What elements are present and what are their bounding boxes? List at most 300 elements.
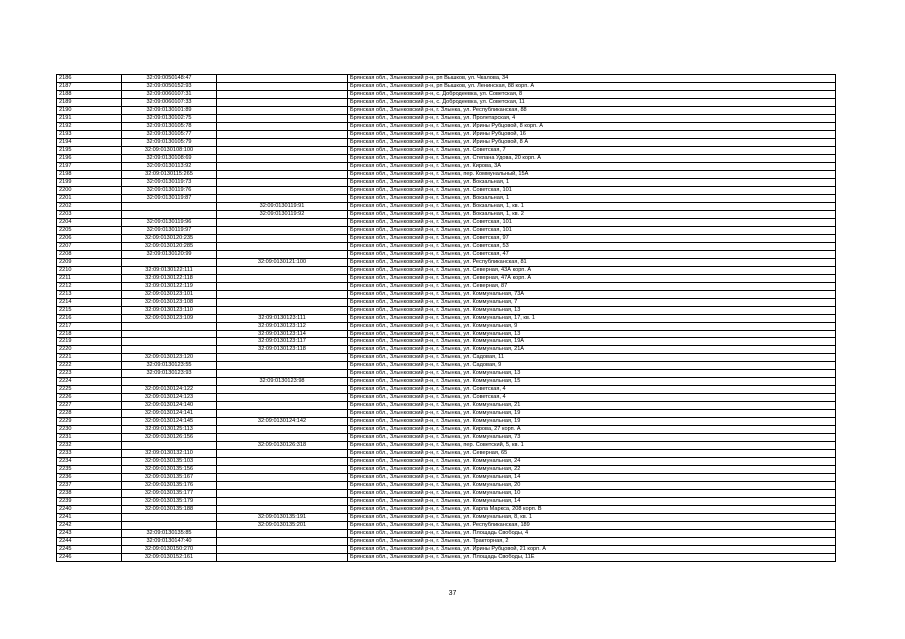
address-cell: Брянская обл., Злынковский р-н, г. Злынка, ул. Коммунальная, 13 <box>348 306 836 314</box>
address-cell: Брянская обл., Злынковский р-н, г. Злынка, ул. Площадь Свободы, 11Е <box>348 554 836 562</box>
cadastral-number-cell: 32:09:0130124:141 <box>122 410 217 418</box>
table-row <box>57 114 836 122</box>
cadastral-number-cell: 32:09:0130105:77 <box>122 130 217 138</box>
table-row <box>57 162 836 170</box>
cadastral-number-cell: 32:09:0130119:87 <box>122 194 217 202</box>
cadastral-number-cell <box>122 210 217 218</box>
address-cell: Брянская обл., Злынковский р-н, г. Злынка, ул. Тракторная, 2 <box>348 538 836 546</box>
table-row <box>57 250 836 258</box>
cadastral-number-cell: 32:09:0130122:111 <box>122 266 217 274</box>
row-number-cell: 2216 <box>57 314 122 322</box>
table-row <box>57 450 836 458</box>
table-row <box>57 282 836 290</box>
cadastral-number-cell: 32:09:0130122:118 <box>122 274 217 282</box>
cadastral-number-cell: 32:09:0130147:40 <box>122 538 217 546</box>
table-row <box>57 330 836 338</box>
secondary-cadastral-number-cell <box>217 298 348 306</box>
table-row <box>57 442 836 450</box>
table-row <box>57 82 836 90</box>
address-cell: Брянская обл., Злынковский р-н, г. Злынка, ул. Советская, 47 <box>348 250 836 258</box>
address-cell: Брянская обл., Злынковский р-н, г. Злынка, ул. Северная, 65 <box>348 450 836 458</box>
address-cell: Брянская обл., Злынковский р-н, г. Злынка, ул. Советская, 4 <box>348 394 836 402</box>
table-row <box>57 554 836 562</box>
row-number-cell: 2224 <box>57 378 122 386</box>
secondary-cadastral-number-cell <box>217 482 348 490</box>
secondary-cadastral-number-cell: 32:09:0130123:112 <box>217 322 348 330</box>
cadastral-number-cell <box>122 258 217 266</box>
secondary-cadastral-number-cell <box>217 226 348 234</box>
table-row <box>57 522 836 530</box>
address-cell: Брянская обл., Злынковский р-н, г. Злынка, ул. Коммунальная, 14 <box>348 474 836 482</box>
table-row <box>57 266 836 274</box>
cadastral-number-cell: 32:09:0130108:69 <box>122 154 217 162</box>
cadastral-number-cell: 32:09:0130108:100 <box>122 146 217 154</box>
cadastral-number-cell <box>122 522 217 530</box>
address-cell: Брянская обл., Злынковский р-н, г. Злынка, ул. Советская, 101 <box>348 218 836 226</box>
address-cell: Брянская обл., Злынковский р-н, г. Злынка, ул. Вокзальная, 1, кв. 1 <box>348 202 836 210</box>
row-number-cell: 2204 <box>57 218 122 226</box>
table-row <box>57 98 836 106</box>
cadastral-number-cell: 32:09:0130135:179 <box>122 498 217 506</box>
cadastral-number-cell: 32:09:0130120:235 <box>122 234 217 242</box>
secondary-cadastral-number-cell <box>217 490 348 498</box>
address-cell: Брянская обл., Злынковский р-н, г. Злынка, ул. Ирины Рубцовой, 21 корп. А <box>348 546 836 554</box>
cadastral-number-cell: 32:09:0130101:89 <box>122 106 217 114</box>
secondary-cadastral-number-cell <box>217 90 348 98</box>
row-number-cell: 2242 <box>57 522 122 530</box>
secondary-cadastral-number-cell <box>217 170 348 178</box>
secondary-cadastral-number-cell: 32:09:0130124:142 <box>217 418 348 426</box>
cadastral-number-cell: 32:09:0130105:78 <box>122 122 217 130</box>
secondary-cadastral-number-cell <box>217 306 348 314</box>
table-row <box>57 402 836 410</box>
address-cell: Брянская обл., Злынковский р-н, г. Злынка, ул. Северная, 47А корп. А <box>348 274 836 282</box>
secondary-cadastral-number-cell: 32:09:0130135:191 <box>217 514 348 522</box>
row-number-cell: 2218 <box>57 330 122 338</box>
address-cell: Брянская обл., Злынковский р-н, г. Злынка, ул. Советская, 101 <box>348 186 836 194</box>
cadastral-number-cell: 32:09:0130124:122 <box>122 386 217 394</box>
cadastral-number-cell: 32:09:0050148:47 <box>122 75 217 83</box>
row-number-cell: 2187 <box>57 82 122 90</box>
row-number-cell: 2227 <box>57 402 122 410</box>
table-row <box>57 506 836 514</box>
registry-table <box>56 74 836 562</box>
table-row <box>57 210 836 218</box>
row-number-cell: 2223 <box>57 370 122 378</box>
secondary-cadastral-number-cell <box>217 546 348 554</box>
table-row <box>57 474 836 482</box>
row-number-cell: 2195 <box>57 146 122 154</box>
secondary-cadastral-number-cell <box>217 194 348 202</box>
secondary-cadastral-number-cell <box>217 154 348 162</box>
address-cell: Брянская обл., Злынковский р-н, г. Злынка, ул. Коммунальная, 13 <box>348 330 836 338</box>
cadastral-number-cell: 32:09:0130135:85 <box>122 530 217 538</box>
secondary-cadastral-number-cell <box>217 466 348 474</box>
cadastral-number-cell: 32:09:0130122:119 <box>122 282 217 290</box>
table-row <box>57 202 836 210</box>
cadastral-number-cell <box>122 338 217 346</box>
row-number-cell: 2196 <box>57 154 122 162</box>
table-row <box>57 290 836 298</box>
row-number-cell: 2214 <box>57 298 122 306</box>
cadastral-number-cell <box>122 330 217 338</box>
cadastral-number-cell: 32:09:0130124:145 <box>122 418 217 426</box>
address-cell: Брянская обл., Злынковский р-н, г. Злынка, ул. Ирины Рубцовой, 16 <box>348 130 836 138</box>
secondary-cadastral-number-cell <box>217 402 348 410</box>
secondary-cadastral-number-cell <box>217 282 348 290</box>
secondary-cadastral-number-cell <box>217 146 348 154</box>
row-number-cell: 2220 <box>57 346 122 354</box>
table-row <box>57 75 836 83</box>
address-cell: Брянская обл., Злынковский р-н, г. Злынка, ул. Коммунальная, 21 <box>348 402 836 410</box>
table-row <box>57 346 836 354</box>
address-cell: Брянская обл., Злынковский р-н, г. Злынка, ул. Коммунальная, 24 <box>348 458 836 466</box>
table-row <box>57 378 836 386</box>
cadastral-number-cell: 32:09:0130123:55 <box>122 362 217 370</box>
address-cell: Брянская обл., Злынковский р-н, г. Злынка, ул. Советская, 101 <box>348 226 836 234</box>
secondary-cadastral-number-cell: 32:09:0130123:117 <box>217 338 348 346</box>
page-number: 37 <box>448 590 457 597</box>
table-row <box>57 362 836 370</box>
row-number-cell: 2202 <box>57 202 122 210</box>
table-row <box>57 466 836 474</box>
address-cell: Брянская обл., Злынковский р-н, г. Злынка, ул. Садовая, 11 <box>348 354 836 362</box>
address-cell: Брянская обл., Злынковский р-н, г. Злынка, ул. Коммунальная, 73А <box>348 290 836 298</box>
table-row <box>57 146 836 154</box>
row-number-cell: 2186 <box>57 75 122 83</box>
address-cell: Брянская обл., Злынковский р-н, г. Злынка, ул. Коммунальная, 7 <box>348 298 836 306</box>
address-cell: Брянская обл., Злынковский р-н, г. Злынка, ул. Коммунальная, 15 <box>348 378 836 386</box>
address-cell: Брянская обл., Злынковский р-н, г. Злынка, ул. Коммунальная, 19 <box>348 418 836 426</box>
cadastral-number-cell: 32:09:0130152:161 <box>122 554 217 562</box>
table-row <box>57 426 836 434</box>
table-row <box>57 530 836 538</box>
secondary-cadastral-number-cell <box>217 498 348 506</box>
address-cell: Брянская обл., Злынковский р-н, г. Злынка, ул. Коммунальная, 17, кв. 1 <box>348 314 836 322</box>
table-row <box>57 458 836 466</box>
secondary-cadastral-number-cell <box>217 554 348 562</box>
cadastral-number-cell: 32:09:0130126:156 <box>122 434 217 442</box>
secondary-cadastral-number-cell: 32:09:0130135:201 <box>217 522 348 530</box>
row-number-cell: 2243 <box>57 530 122 538</box>
table-row <box>57 410 836 418</box>
cadastral-number-cell <box>122 202 217 210</box>
row-number-cell: 2217 <box>57 322 122 330</box>
row-number-cell: 2194 <box>57 138 122 146</box>
row-number-cell: 2188 <box>57 90 122 98</box>
row-number-cell: 2225 <box>57 386 122 394</box>
address-cell: Брянская обл., Злынковский р-н, г. Злынка, ул. Советская, 7 <box>348 146 836 154</box>
table-row <box>57 386 836 394</box>
row-number-cell: 2206 <box>57 234 122 242</box>
row-number-cell: 2238 <box>57 490 122 498</box>
secondary-cadastral-number-cell <box>217 386 348 394</box>
row-number-cell: 2215 <box>57 306 122 314</box>
table-row <box>57 514 836 522</box>
secondary-cadastral-number-cell: 32:09:0130123:98 <box>217 378 348 386</box>
address-cell: Брянская обл., Злынковский р-н, с. Добродеевка, ул. Советская, 8 <box>348 90 836 98</box>
address-cell: Брянская обл., Злынковский р-н, рп Вышков, ул. Чкалова, 34 <box>348 75 836 83</box>
table-row <box>57 226 836 234</box>
row-number-cell: 2231 <box>57 434 122 442</box>
address-cell: Брянская обл., Злынковский р-н, г. Злынка, ул. Коммунальная, 21А <box>348 346 836 354</box>
address-cell: Брянская обл., Злынковский р-н, г. Злынка, ул. Советская, 4 <box>348 386 836 394</box>
row-number-cell: 2198 <box>57 170 122 178</box>
cadastral-number-cell: 32:09:0130135:156 <box>122 466 217 474</box>
row-number-cell: 2236 <box>57 474 122 482</box>
secondary-cadastral-number-cell <box>217 266 348 274</box>
address-cell: Брянская обл., Злынковский р-н, г. Злынка, ул. Ирины Рубцовой, 8 А <box>348 138 836 146</box>
secondary-cadastral-number-cell: 32:09:0130126:318 <box>217 442 348 450</box>
address-cell: Брянская обл., Злынковский р-н, рп Вышков, ул. Ленинская, 88 корп. А <box>348 82 836 90</box>
address-cell: Брянская обл., Злынковский р-н, г. Злынка, ул. Коммунальная, 9 <box>348 322 836 330</box>
row-number-cell: 2219 <box>57 338 122 346</box>
table-row <box>57 186 836 194</box>
cadastral-number-cell: 32:09:0130135:176 <box>122 482 217 490</box>
table-row <box>57 234 836 242</box>
secondary-cadastral-number-cell <box>217 250 348 258</box>
address-cell: Брянская обл., Злынковский р-н, г. Злынка, ул. Вокзальная, 1 <box>348 178 836 186</box>
secondary-cadastral-number-cell <box>217 426 348 434</box>
row-number-cell: 2240 <box>57 506 122 514</box>
table-row <box>57 298 836 306</box>
row-number-cell: 2189 <box>57 98 122 106</box>
secondary-cadastral-number-cell <box>217 538 348 546</box>
address-cell: Брянская обл., Злынковский р-н, г. Злынка, ул. Садовая, 9 <box>348 362 836 370</box>
cadastral-number-cell <box>122 442 217 450</box>
table-row <box>57 90 836 98</box>
row-number-cell: 2200 <box>57 186 122 194</box>
secondary-cadastral-number-cell: 32:09:0130119:91 <box>217 202 348 210</box>
cadastral-number-cell <box>122 378 217 386</box>
row-number-cell: 2193 <box>57 130 122 138</box>
table-row <box>57 354 836 362</box>
table-row <box>57 546 836 554</box>
address-cell: Брянская обл., Злынковский р-н, г. Злынка, ул. Советская, 53 <box>348 242 836 250</box>
row-number-cell: 2232 <box>57 442 122 450</box>
table-row <box>57 242 836 250</box>
cadastral-number-cell <box>122 346 217 354</box>
table-row <box>57 490 836 498</box>
secondary-cadastral-number-cell <box>217 106 348 114</box>
table-row <box>57 122 836 130</box>
table-row <box>57 394 836 402</box>
row-number-cell: 2201 <box>57 194 122 202</box>
secondary-cadastral-number-cell <box>217 162 348 170</box>
secondary-cadastral-number-cell <box>217 274 348 282</box>
registry-table-body <box>57 75 836 562</box>
table-row <box>57 274 836 282</box>
cadastral-number-cell: 32:09:0130123:110 <box>122 306 217 314</box>
cadastral-number-cell: 32:09:0060107:31 <box>122 90 217 98</box>
row-number-cell: 2203 <box>57 210 122 218</box>
secondary-cadastral-number-cell <box>217 130 348 138</box>
address-cell: Брянская обл., Злынковский р-н, г. Злынка, ул. Площадь Свободы, 4 <box>348 530 836 538</box>
secondary-cadastral-number-cell <box>217 242 348 250</box>
address-cell: Брянская обл., Злынковский р-н, г. Злынка, ул. Степана Удова, 20 корп. А <box>348 154 836 162</box>
cadastral-number-cell: 32:09:0130120:285 <box>122 242 217 250</box>
cadastral-number-cell: 32:09:0060107:33 <box>122 98 217 106</box>
row-number-cell: 2226 <box>57 394 122 402</box>
table-row <box>57 170 836 178</box>
table-row <box>57 418 836 426</box>
cadastral-number-cell: 32:09:0130124:123 <box>122 394 217 402</box>
address-cell: Брянская обл., Злынковский р-н, г. Злынка, ул. Кирова, 27 корп. А <box>348 426 836 434</box>
address-cell: Брянская обл., Злынковский р-н, г. Злынка, ул. Республиканская, 88 <box>348 106 836 114</box>
address-cell: Брянская обл., Злынковский р-н, г. Злынка, ул. Карла Маркса, 208 корп. В <box>348 506 836 514</box>
cadastral-number-cell <box>122 514 217 522</box>
cadastral-number-cell: 32:09:0130124:140 <box>122 402 217 410</box>
table-row <box>57 106 836 114</box>
cadastral-number-cell: 32:09:0130119:73 <box>122 178 217 186</box>
row-number-cell: 2229 <box>57 418 122 426</box>
row-number-cell: 2239 <box>57 498 122 506</box>
row-number-cell: 2230 <box>57 426 122 434</box>
row-number-cell: 2212 <box>57 282 122 290</box>
address-cell: Брянская обл., Злынковский р-н, г. Злынка, ул. Коммунальная, 10 <box>348 490 836 498</box>
row-number-cell: 2210 <box>57 266 122 274</box>
address-cell: Брянская обл., Злынковский р-н, г. Злынка, ул. Коммунальная, 8, кв. 1 <box>348 514 836 522</box>
cadastral-number-cell: 32:09:0130102:75 <box>122 114 217 122</box>
cadastral-number-cell: 32:09:0130132:110 <box>122 450 217 458</box>
cadastral-number-cell: 32:09:0130105:79 <box>122 138 217 146</box>
cadastral-number-cell: 32:09:0130123:101 <box>122 290 217 298</box>
cadastral-number-cell: 32:09:0130113:92 <box>122 162 217 170</box>
row-number-cell: 2197 <box>57 162 122 170</box>
cadastral-number-cell: 32:09:0130123:109 <box>122 314 217 322</box>
row-number-cell: 2233 <box>57 450 122 458</box>
secondary-cadastral-number-cell <box>217 370 348 378</box>
cadastral-number-cell: 32:09:0130123:93 <box>122 370 217 378</box>
address-cell: Брянская обл., Злынковский р-н, г. Злынка, ул. Коммунальная, 20 <box>348 482 836 490</box>
secondary-cadastral-number-cell <box>217 410 348 418</box>
address-cell: Брянская обл., Злынковский р-н, г. Злынка, ул. Вокзальная, 1 <box>348 194 836 202</box>
table-row <box>57 434 836 442</box>
secondary-cadastral-number-cell <box>217 354 348 362</box>
address-cell: Брянская обл., Злынковский р-н, г. Злынка, ул. Пролетарская, 4 <box>348 114 836 122</box>
cadastral-number-cell: 32:09:0130135:103 <box>122 458 217 466</box>
table-row <box>57 314 836 322</box>
row-number-cell: 2245 <box>57 546 122 554</box>
cadastral-number-cell: 32:09:0130120:99 <box>122 250 217 258</box>
row-number-cell: 2211 <box>57 274 122 282</box>
table-row <box>57 482 836 490</box>
secondary-cadastral-number-cell <box>217 434 348 442</box>
row-number-cell: 2190 <box>57 106 122 114</box>
secondary-cadastral-number-cell <box>217 234 348 242</box>
cadastral-number-cell: 32:09:0130123:108 <box>122 298 217 306</box>
cadastral-number-cell: 32:09:0130115:265 <box>122 170 217 178</box>
row-number-cell: 2237 <box>57 482 122 490</box>
secondary-cadastral-number-cell <box>217 122 348 130</box>
secondary-cadastral-number-cell <box>217 138 348 146</box>
table-row <box>57 306 836 314</box>
row-number-cell: 2191 <box>57 114 122 122</box>
cadastral-number-cell: 32:09:0130125:113 <box>122 426 217 434</box>
secondary-cadastral-number-cell <box>217 186 348 194</box>
secondary-cadastral-number-cell <box>217 75 348 83</box>
row-number-cell: 2221 <box>57 354 122 362</box>
address-cell: Брянская обл., Злынковский р-н, г. Злынка, ул. Северная, 43А корп. А <box>348 266 836 274</box>
address-cell: Брянская обл., Злынковский р-н, г. Злынка, ул. Коммунальная, 73 <box>348 434 836 442</box>
table-row <box>57 338 836 346</box>
row-number-cell: 2235 <box>57 466 122 474</box>
table-row <box>57 498 836 506</box>
secondary-cadastral-number-cell: 32:09:0130123:118 <box>217 346 348 354</box>
secondary-cadastral-number-cell <box>217 362 348 370</box>
address-cell: Брянская обл., Злынковский р-н, г. Злынка, пер. Советский, 5, кв. 1 <box>348 442 836 450</box>
address-cell: Брянская обл., Злынковский р-н, г. Злынка, ул. Республиканская, 189 <box>348 522 836 530</box>
secondary-cadastral-number-cell <box>217 458 348 466</box>
cadastral-number-cell: 32:09:0130119:97 <box>122 226 217 234</box>
table-row <box>57 258 836 266</box>
row-number-cell: 2207 <box>57 242 122 250</box>
secondary-cadastral-number-cell <box>217 178 348 186</box>
address-cell: Брянская обл., Злынковский р-н, г. Злынка, ул. Коммунальная, 19А <box>348 338 836 346</box>
secondary-cadastral-number-cell <box>217 218 348 226</box>
cadastral-number-cell: 32:09:0130123:120 <box>122 354 217 362</box>
row-number-cell: 2192 <box>57 122 122 130</box>
address-cell: Брянская обл., Злынковский р-н, г. Злынка, ул. Коммунальная, 13 <box>348 370 836 378</box>
table-row <box>57 130 836 138</box>
table-row <box>57 322 836 330</box>
row-number-cell: 2241 <box>57 514 122 522</box>
address-cell: Брянская обл., Злынковский р-н, г. Злынка, ул. Советская, 97 <box>348 234 836 242</box>
row-number-cell: 2222 <box>57 362 122 370</box>
address-cell: Брянская обл., Злынковский р-н, г. Злынка, пер. Коммунальный, 15А <box>348 170 836 178</box>
row-number-cell: 2244 <box>57 538 122 546</box>
address-cell: Брянская обл., Злынковский р-н, г. Злынка, ул. Северная, 87 <box>348 282 836 290</box>
table-row <box>57 138 836 146</box>
row-number-cell: 2213 <box>57 290 122 298</box>
address-cell: Брянская обл., Злынковский р-н, г. Злынка, ул. Ирины Рубцовой, 8 корп. А <box>348 122 836 130</box>
secondary-cadastral-number-cell <box>217 82 348 90</box>
row-number-cell: 2228 <box>57 410 122 418</box>
secondary-cadastral-number-cell <box>217 394 348 402</box>
row-number-cell: 2199 <box>57 178 122 186</box>
row-number-cell: 2209 <box>57 258 122 266</box>
table-row <box>57 178 836 186</box>
secondary-cadastral-number-cell <box>217 530 348 538</box>
secondary-cadastral-number-cell: 32:09:0130119:92 <box>217 210 348 218</box>
secondary-cadastral-number-cell <box>217 474 348 482</box>
secondary-cadastral-number-cell <box>217 450 348 458</box>
cadastral-number-cell: 32:09:0130119:76 <box>122 186 217 194</box>
address-cell: Брянская обл., Злынковский р-н, г. Злынка, ул. Вокзальная, 1, кв. 2 <box>348 210 836 218</box>
cadastral-number-cell: 32:09:0130135:177 <box>122 490 217 498</box>
cadastral-number-cell: 32:09:0130150:270 <box>122 546 217 554</box>
address-cell: Брянская обл., Злынковский р-н, с. Добродеевка, ул. Советская, 11 <box>348 98 836 106</box>
table-row <box>57 194 836 202</box>
secondary-cadastral-number-cell <box>217 290 348 298</box>
row-number-cell: 2246 <box>57 554 122 562</box>
cadastral-number-cell <box>122 322 217 330</box>
row-number-cell: 2205 <box>57 226 122 234</box>
cadastral-number-cell: 32:09:0130135:167 <box>122 474 217 482</box>
address-cell: Брянская обл., Злынковский р-н, г. Злынка, ул. Коммунальная, 14 <box>348 498 836 506</box>
table-row <box>57 538 836 546</box>
secondary-cadastral-number-cell: 32:09:0130121:100 <box>217 258 348 266</box>
cadastral-number-cell: 32:09:0130135:188 <box>122 506 217 514</box>
table-row <box>57 154 836 162</box>
cadastral-number-cell: 32:09:0050152:93 <box>122 82 217 90</box>
address-cell: Брянская обл., Злынковский р-н, г. Злынка, ул. Республиканская, 81 <box>348 258 836 266</box>
secondary-cadastral-number-cell: 32:09:0130123:114 <box>217 330 348 338</box>
secondary-cadastral-number-cell: 32:09:0130123:111 <box>217 314 348 322</box>
address-cell: Брянская обл., Злынковский р-н, г. Злынка, ул. Коммунальная, 19 <box>348 410 836 418</box>
secondary-cadastral-number-cell <box>217 506 348 514</box>
secondary-cadastral-number-cell <box>217 98 348 106</box>
